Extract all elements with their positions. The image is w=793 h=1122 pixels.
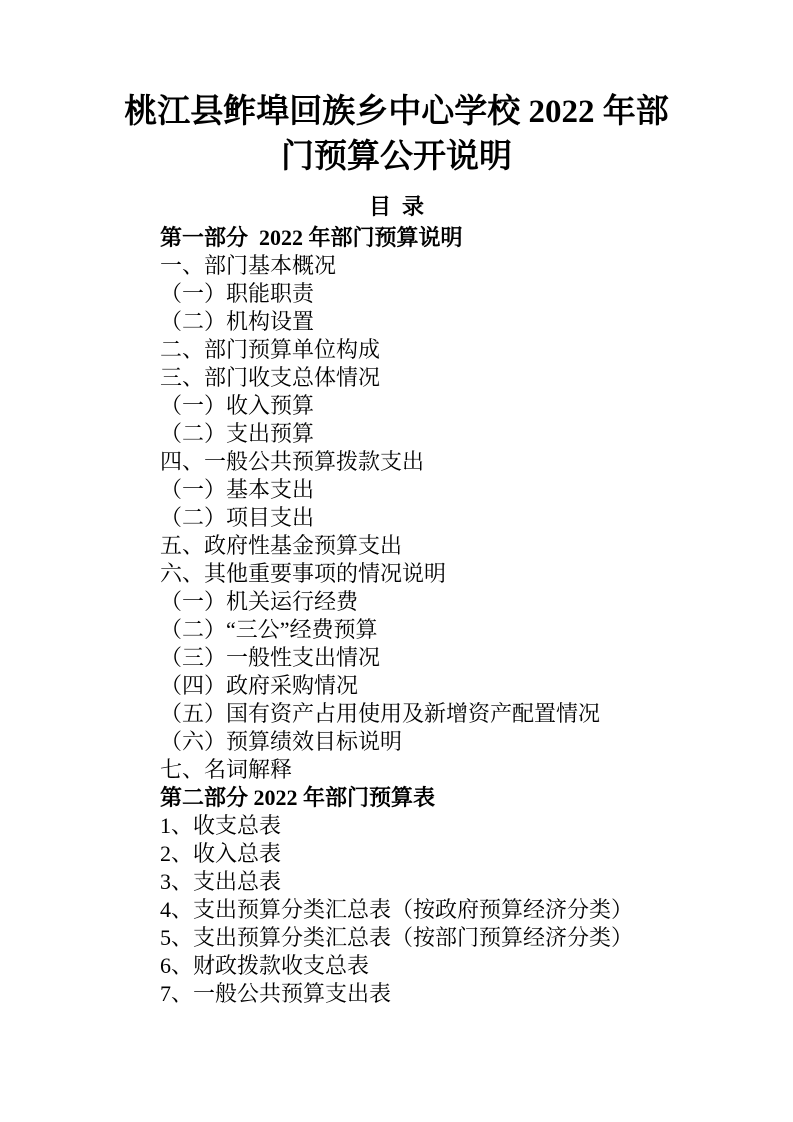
toc-item: 2、收入总表 — [160, 841, 282, 866]
toc-item: （一）收入预算 — [160, 393, 315, 418]
toc-item: 七、名词解释 — [160, 757, 293, 782]
toc-item: （四）政府采购情况 — [160, 673, 359, 698]
toc-heading: 目 录 — [368, 194, 424, 219]
toc-item: 三、部门收支总体情况 — [160, 365, 381, 390]
toc-item: （三）一般性支出情况 — [160, 645, 381, 670]
toc-item: 五、政府性基金预算支出 — [160, 533, 403, 558]
toc-item: 7、一般公共预算支出表 — [160, 981, 392, 1006]
toc-item: （二）项目支出 — [160, 505, 315, 530]
toc-item: 4、支出预算分类汇总表（按政府预算经济分类） — [160, 897, 634, 922]
toc-item: （二）“三公”经费预算 — [160, 617, 378, 642]
toc-item: 二、部门预算单位构成 — [160, 337, 381, 362]
document-title-line-1: 桃江县鲊埠回族乡中心学校 2022 年部 — [124, 94, 669, 130]
toc-item: （六）预算绩效目标说明 — [160, 729, 403, 754]
toc-item: （五）国有资产占用使用及新增资产配置情况 — [160, 701, 601, 726]
document-title-line-2: 门预算公开说明 — [281, 139, 512, 175]
toc-item: 一、部门基本概况 — [160, 253, 337, 278]
toc-list — [160, 224, 733, 1008]
toc-item: （二）支出预算 — [160, 421, 315, 446]
toc-item: （一）基本支出 — [160, 477, 315, 502]
toc-item: （一）职能职责 — [160, 281, 315, 306]
toc-item: 5、支出预算分类汇总表（按部门预算经济分类） — [160, 925, 634, 950]
toc-item: （一）机关运行经费 — [160, 589, 359, 614]
toc-item: 3、支出总表 — [160, 869, 282, 894]
toc-part-heading: 第一部分 2022 年部门预算说明 — [160, 225, 463, 250]
toc-part-heading: 第二部分 2022 年部门预算表 — [160, 785, 436, 810]
document-title — [0, 90, 793, 180]
toc-item: 6、财政拨款收支总表 — [160, 953, 370, 978]
toc-item: （二）机构设置 — [160, 309, 315, 334]
toc-item: 1、收支总表 — [160, 813, 282, 838]
toc-item: 四、一般公共预算拨款支出 — [160, 449, 425, 474]
toc-item: 六、其他重要事项的情况说明 — [160, 561, 447, 586]
